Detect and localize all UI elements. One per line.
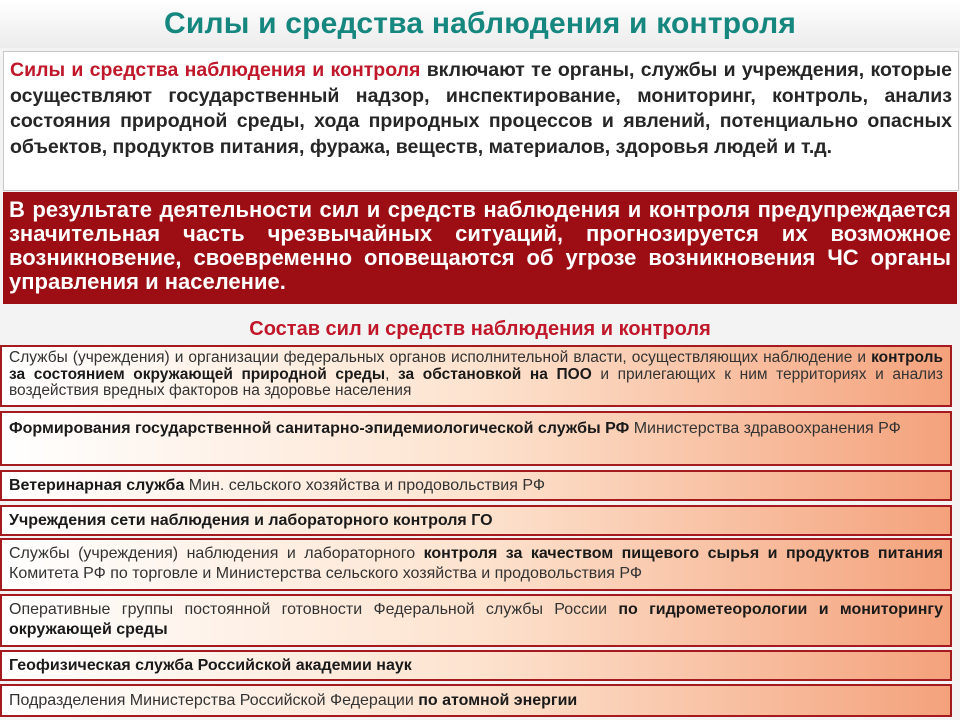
item-text: Подразделения Министерства Российской Федерации	[9, 692, 419, 709]
item-bold: Формирования государственной санитарно-эпидемиологической службы РФ	[9, 420, 630, 437]
item-text: Комитета РФ по торговле и Министерства сельского хозяйства и продовольствия РФ	[9, 565, 642, 582]
section-subtitle: Состав сил и средств наблюдения и контроля	[249, 318, 711, 340]
item-bold: за обстановкой на ПОО	[398, 365, 592, 383]
list-item-sanitary-service	[0, 411, 952, 466]
list-item-monitoring-services	[0, 345, 952, 407]
list-item-hydrometeorology-groups	[0, 594, 952, 647]
intro-highlight: Силы и средства наблюдения и контроля	[10, 59, 421, 81]
item-text: Службы (учреждения) и организации федеральных органов исполнительной власти, осуществляющих наблюдение и	[9, 349, 872, 366]
item-bold: контроль за состоянием окружающей природной среды	[9, 349, 943, 383]
item-text: Оперативные группы постоянной готовности Федеральной службы России	[9, 601, 619, 618]
item-text: Министерства здравоохранения РФ	[629, 420, 901, 437]
item-bold: по гидрометеорологии и мониторингу окружающей среды	[9, 601, 943, 638]
item-bold: Ветеринарная служба	[9, 477, 185, 494]
list-item-food-control-services	[0, 538, 952, 591]
item-bold: Геофизическая служба Российской академии наук	[9, 657, 412, 674]
item-bold: Учреждения сети наблюдения и лабораторного контроля ГО	[9, 512, 493, 529]
item-text: и прилегающих к ним территориях и анализ воздействия вредных факторов на здоровье населения	[9, 365, 943, 399]
result-paragraph: В результате деятельности сил и средств наблюдения и контроля предупреждается значительная часть чрезвычайных ситуаций, прогнозируется их возможное возникновение, своевременно оповещаются об угрозе возникновения ЧС органы управления и население.	[3, 192, 957, 304]
list-item-veterinary-service	[0, 470, 952, 501]
item-text: ,	[385, 365, 399, 383]
item-text: Мин. сельского хозяйства и продовольствия РФ	[184, 477, 545, 494]
intro-paragraph	[3, 51, 959, 191]
list-item-geophysical-service	[0, 650, 952, 681]
list-item-atomic-energy-units	[0, 684, 952, 717]
list-item-civil-defense-network	[0, 505, 952, 536]
item-text: Службы (учреждения) наблюдения и лабораторного	[9, 545, 424, 562]
item-bold: контроля за качеством пищевого сырья и продуктов питания	[423, 545, 943, 562]
slide-title: Силы и средства наблюдения и контроля	[0, 0, 960, 48]
item-bold: по атомной энергии	[418, 692, 578, 709]
intro-text: включают те органы, службы и учреждения, которые осуществляют государственный надзор, инспектирование, мониторинг, контроль, анализ состояния природной среды, хода природных процессов и явлений, потенциально опасных объектов, продуктов питания, фуража, веществ, материалов, здоровья людей и т.д.	[10, 59, 953, 158]
